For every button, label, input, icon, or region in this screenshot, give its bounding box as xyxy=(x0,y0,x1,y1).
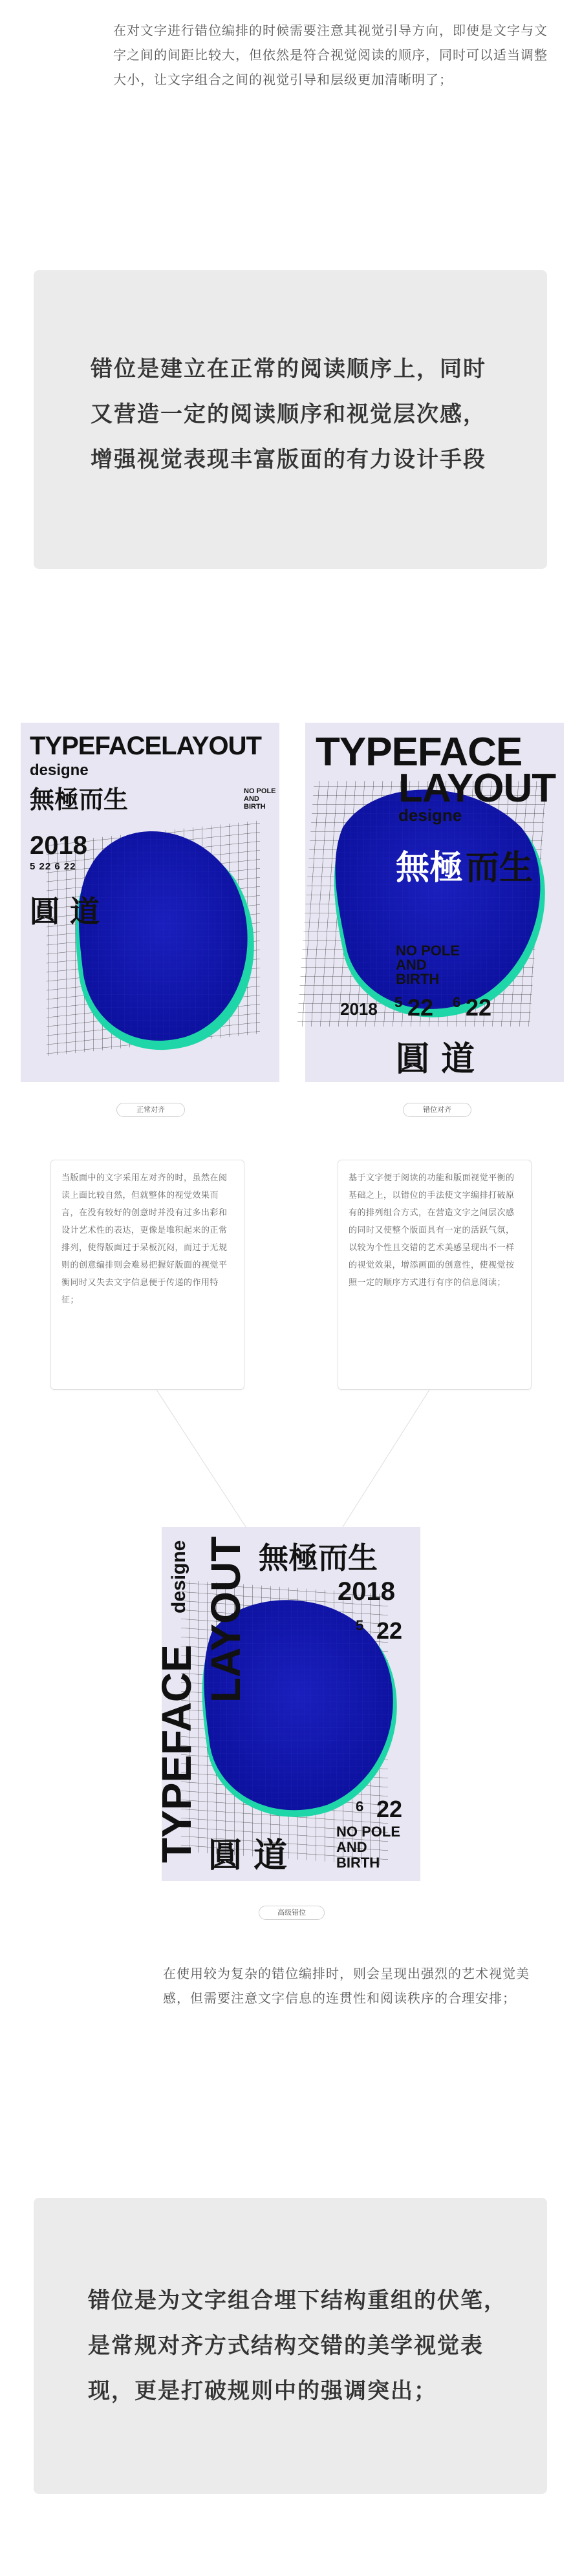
intro-paragraph: 在对文字进行错位编排的时候需要注意其视觉引导方向，即使是文字与文字之间的间距比较大，但依然是符合视觉阅读的顺序，同时可以适当调整大小，让文字组合之间的视觉引导和层级更加清晰明了； xyxy=(113,23,548,87)
poster-offset-nopole-2: AND xyxy=(396,957,427,973)
poster-normal-nopole-1: NO POLE xyxy=(244,787,276,795)
poster-offset-wu: 無極 xyxy=(396,849,464,888)
quote-1-line-1: 错位是建立在正常的阅读顺序上，同时 xyxy=(91,356,486,382)
poster-normal-title: TYPEFACELAYOUT xyxy=(30,732,261,760)
poster-offset-d2: 22 xyxy=(407,994,434,1021)
poster-normal-yuandao: 圓 道 xyxy=(30,894,100,929)
poster-advanced-d1: 5 xyxy=(356,1617,364,1634)
middle-paragraph: 在使用较为复杂的错位编排时，则会呈现出强烈的艺术视觉美感，但需要注意文字信息的连贯性和阅读秩序的合理安排； xyxy=(163,1966,530,2006)
poster-offset-d4: 22 xyxy=(466,994,492,1021)
poster-offset-designe: designe xyxy=(398,805,462,825)
poster-advanced-d3: 6 xyxy=(356,1798,364,1815)
poster-advanced-nopole-2: AND xyxy=(336,1839,367,1855)
poster-offset-typeface: TYPEFACE xyxy=(316,730,523,774)
poster-offset-d1: 5 xyxy=(394,994,403,1010)
card-right-text: 基于文字便于阅读的功能和版面视觉平衡的基础之上，以错位的手法使文字编排打破原有的排列组合方式，在营造文字之间层次感的同时又使整个版面具有一定的活跃气氛，以较为个性且交错的艺术美感呈现出不一样的视觉效果，增添画面的创意性，使视觉按照一定的顺序方式进行有序的信息阅读； xyxy=(349,1173,515,1288)
quote-1-line-2: 又营造一定的阅读顺序和视觉层次感， xyxy=(91,401,486,427)
poster-advanced-d2: 22 xyxy=(376,1617,403,1644)
quote-2-line-1: 错位是为文字组合埋下结构重组的伏笔， xyxy=(88,2288,507,2314)
poster-advanced-year: 2018 xyxy=(338,1577,395,1606)
poster-advanced-designe: designe xyxy=(168,1540,189,1613)
poster-offset-nopole-3: BIRTH xyxy=(396,971,440,987)
poster-normal-wuji: 無極而生 xyxy=(30,785,129,814)
poster-advanced-nopole-3: BIRTH xyxy=(336,1855,380,1871)
poster-advanced-d4: 22 xyxy=(376,1796,403,1822)
quote-2-line-3: 现，更是打破规则中的强调突出； xyxy=(88,2378,437,2404)
card-left-text: 当版面中的文字采用左对齐的时，虽然在阅读上面比较自然，但就整体的视觉效果而言，在没有较好的创意时并没有过多出彩和设计艺术性的表达，更像是堆积起来的正常排列，使得版面过于呆板沉闷，而过于无规则的创意编排则会难易把握好版面的视觉平衡同时又失去文字信息便于传递的作用特征； xyxy=(61,1173,228,1305)
quote-2-line-2: 是常规对齐方式结构交错的美学视觉表 xyxy=(88,2333,484,2359)
poster-offset-d3: 6 xyxy=(453,994,461,1010)
poster-normal-designe: designe xyxy=(30,761,89,779)
poster-advanced-layout: LAYOUT xyxy=(202,1536,249,1703)
label-normal: 正常对齐 xyxy=(116,1103,185,1117)
poster-advanced xyxy=(153,1527,420,1881)
poster-advanced-yuandao: 圓 道 xyxy=(208,1836,288,1875)
quote-1-line-3: 增强视觉表现丰富版面的有力设计手段 xyxy=(91,447,486,473)
poster-offset-yuandao: 圓 道 xyxy=(396,1040,475,1079)
poster-offset-nopole-1: NO POLE xyxy=(396,942,460,959)
poster-advanced-nopole xyxy=(336,1824,400,1871)
poster-normal-date: 5 22 6 22 xyxy=(30,861,76,872)
label-advanced: 高级错位 xyxy=(259,1906,325,1920)
poster-normal-nopole-3: BIRTH xyxy=(244,803,266,811)
poster-advanced-nopole-1: NO POLE xyxy=(336,1824,401,1840)
poster-normal-year: 2018 xyxy=(30,831,87,860)
label-offset: 错位对齐 xyxy=(403,1103,471,1117)
poster-advanced-wuji: 無極而生 xyxy=(259,1540,378,1575)
poster-normal-nopole-2: AND xyxy=(244,795,259,803)
poster-advanced-typeface: TYPEFACE xyxy=(153,1645,200,1863)
poster-offset-er: 而生 xyxy=(466,849,534,888)
poster-offset-layout: LAYOUT xyxy=(398,766,556,811)
poster-offset-year: 2018 xyxy=(340,999,378,1019)
quote-2 xyxy=(88,2278,521,2414)
quote-box-2 xyxy=(34,2198,547,2494)
